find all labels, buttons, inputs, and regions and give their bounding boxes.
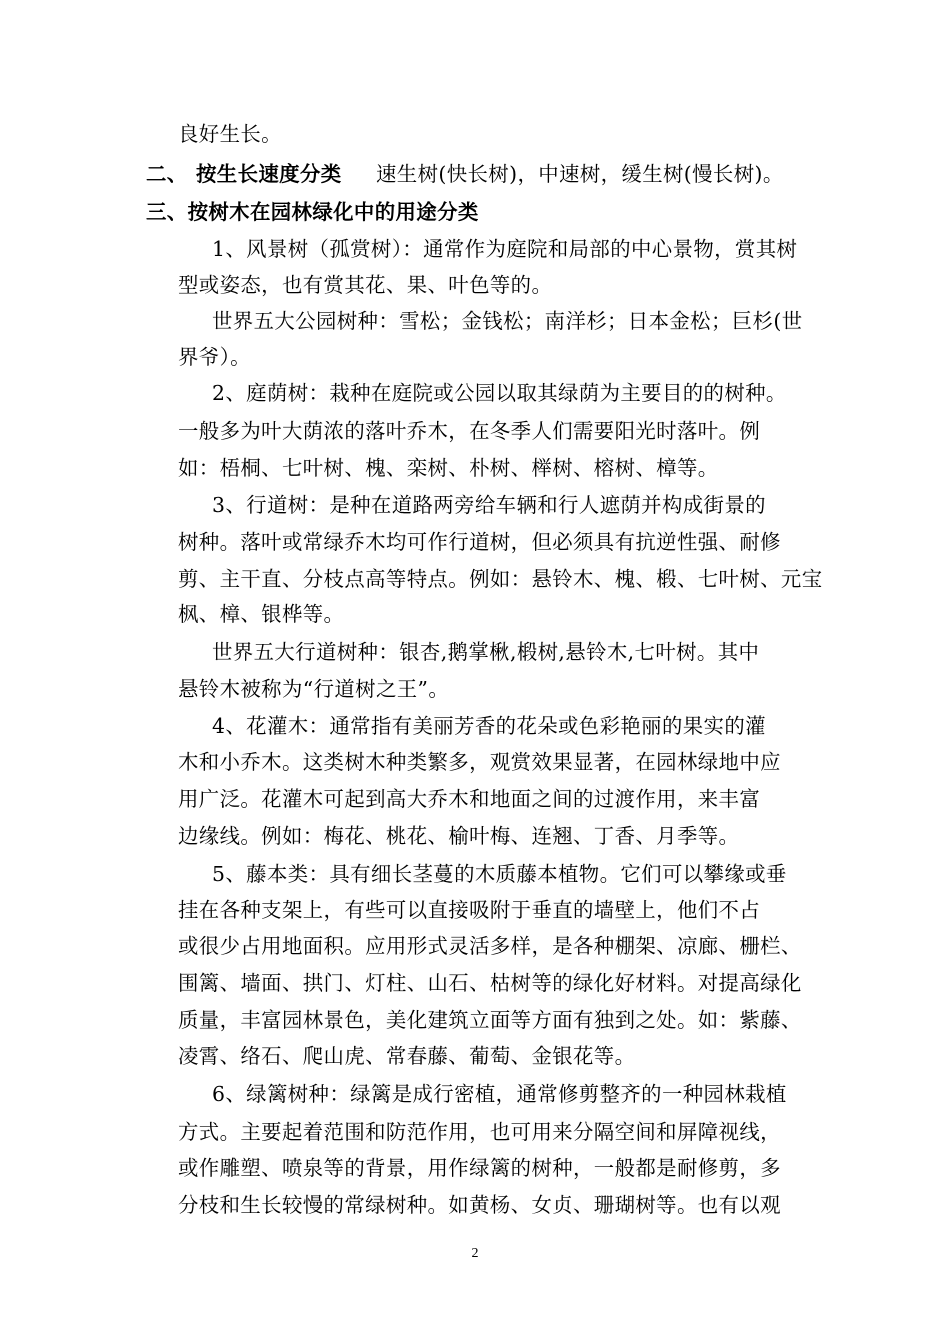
body-line: 树种。落叶或常绿乔木均可作行道树，但必须具有抗逆性强、耐修	[178, 530, 781, 554]
body-line: 或作雕塑、喷泉等的背景，用作绿篱的树种，一般都是耐修剪，多	[178, 1156, 781, 1180]
body-line: 木和小乔木。这类树木种类繁多，观赏效果显著，在园林绿地中应	[178, 750, 781, 774]
body-line: 边缘线。例如：梅花、桃花、榆叶梅、连翘、丁香、月季等。	[178, 824, 740, 848]
body-line: 一般多为叶大荫浓的落叶乔木，在冬季人们需要阳光时落叶。例	[178, 419, 761, 443]
body-line: 1、风景树（孤赏树）：通常作为庭院和局部的中心景物，赏其树	[212, 237, 798, 261]
body-line: 用广泛。花灌木可起到高大乔木和地面之间的过渡作用，来丰富	[178, 787, 761, 811]
body-line: 良好生长。	[178, 122, 282, 146]
body-line: 凌霄、络石、爬山虎、常春藤、葡萄、金银花等。	[178, 1044, 636, 1068]
body-line: 型或姿态，也有赏其花、果、叶色等的。	[178, 273, 553, 297]
page-number: 2	[471, 1246, 479, 1261]
body-line: 方式。主要起着范围和防范作用，也可用来分隔空间和屏障视线，	[178, 1120, 781, 1144]
body-line: 挂在各种支架上，有些可以直接吸附于垂直的墙壁上，他们不占	[178, 898, 761, 922]
body-line: 世界五大行道树种：银杏,鹅掌楸,椴树,悬铃木,七叶树。其中	[212, 640, 760, 664]
body-line: 质量，丰富园林景色，美化建筑立面等方面有独到之处。如：紫藤、	[178, 1008, 802, 1032]
body-line: 围篱、墙面、拱门、灯柱、山石、枯树等的绿化好材料。对提高绿化	[178, 971, 802, 995]
body-line: 世界五大公园树种：雪松；金钱松；南洋杉；日本金松；巨杉(世	[212, 309, 803, 333]
body-line: 界爷）。	[178, 345, 251, 369]
section-heading: 三、按树木在园林绿化中的用途分类	[146, 200, 479, 224]
section-heading-number: 二、	[146, 162, 188, 186]
body-line: 4、花灌木：通常指有美丽芳香的花朵或色彩艳丽的果实的灌	[212, 714, 766, 738]
body-line: 枫、樟、银桦等。	[178, 602, 345, 626]
body-line: 悬铃木被称为“行道树之王”。	[178, 677, 450, 701]
body-line: 6、绿篱树种：绿篱是成行密植，通常修剪整齐的一种园林栽植	[212, 1082, 787, 1106]
body-line: 5、藤本类：具有细长茎蔓的木质藤本植物。它们可以攀缘或垂	[212, 862, 787, 886]
body-line: 2、庭荫树：栽种在庭院或公园以取其绿荫为主要目的的树种。	[212, 381, 787, 405]
section-heading: 按生长速度分类	[196, 162, 342, 186]
body-line: 3、行道树：是种在道路两旁给车辆和行人遮荫并构成街景的	[212, 493, 766, 517]
body-line: 或很少占用地面积。应用形式灵活多样，是各种棚架、凉廊、栅栏、	[178, 934, 802, 958]
body-line: 分枝和生长较慢的常绿树种。如黄杨、女贞、珊瑚树等。也有以观	[178, 1193, 781, 1217]
body-line: 剪、主干直、分枝点高等特点。例如：悬铃木、槐、椴、七叶树、元宝	[178, 567, 823, 591]
body-line: 速生树(快长树)，中速树，缓生树(慢长树)。	[376, 162, 784, 186]
body-line: 如：梧桐、七叶树、槐、栾树、朴树、榉树、榕树、樟等。	[178, 456, 719, 480]
